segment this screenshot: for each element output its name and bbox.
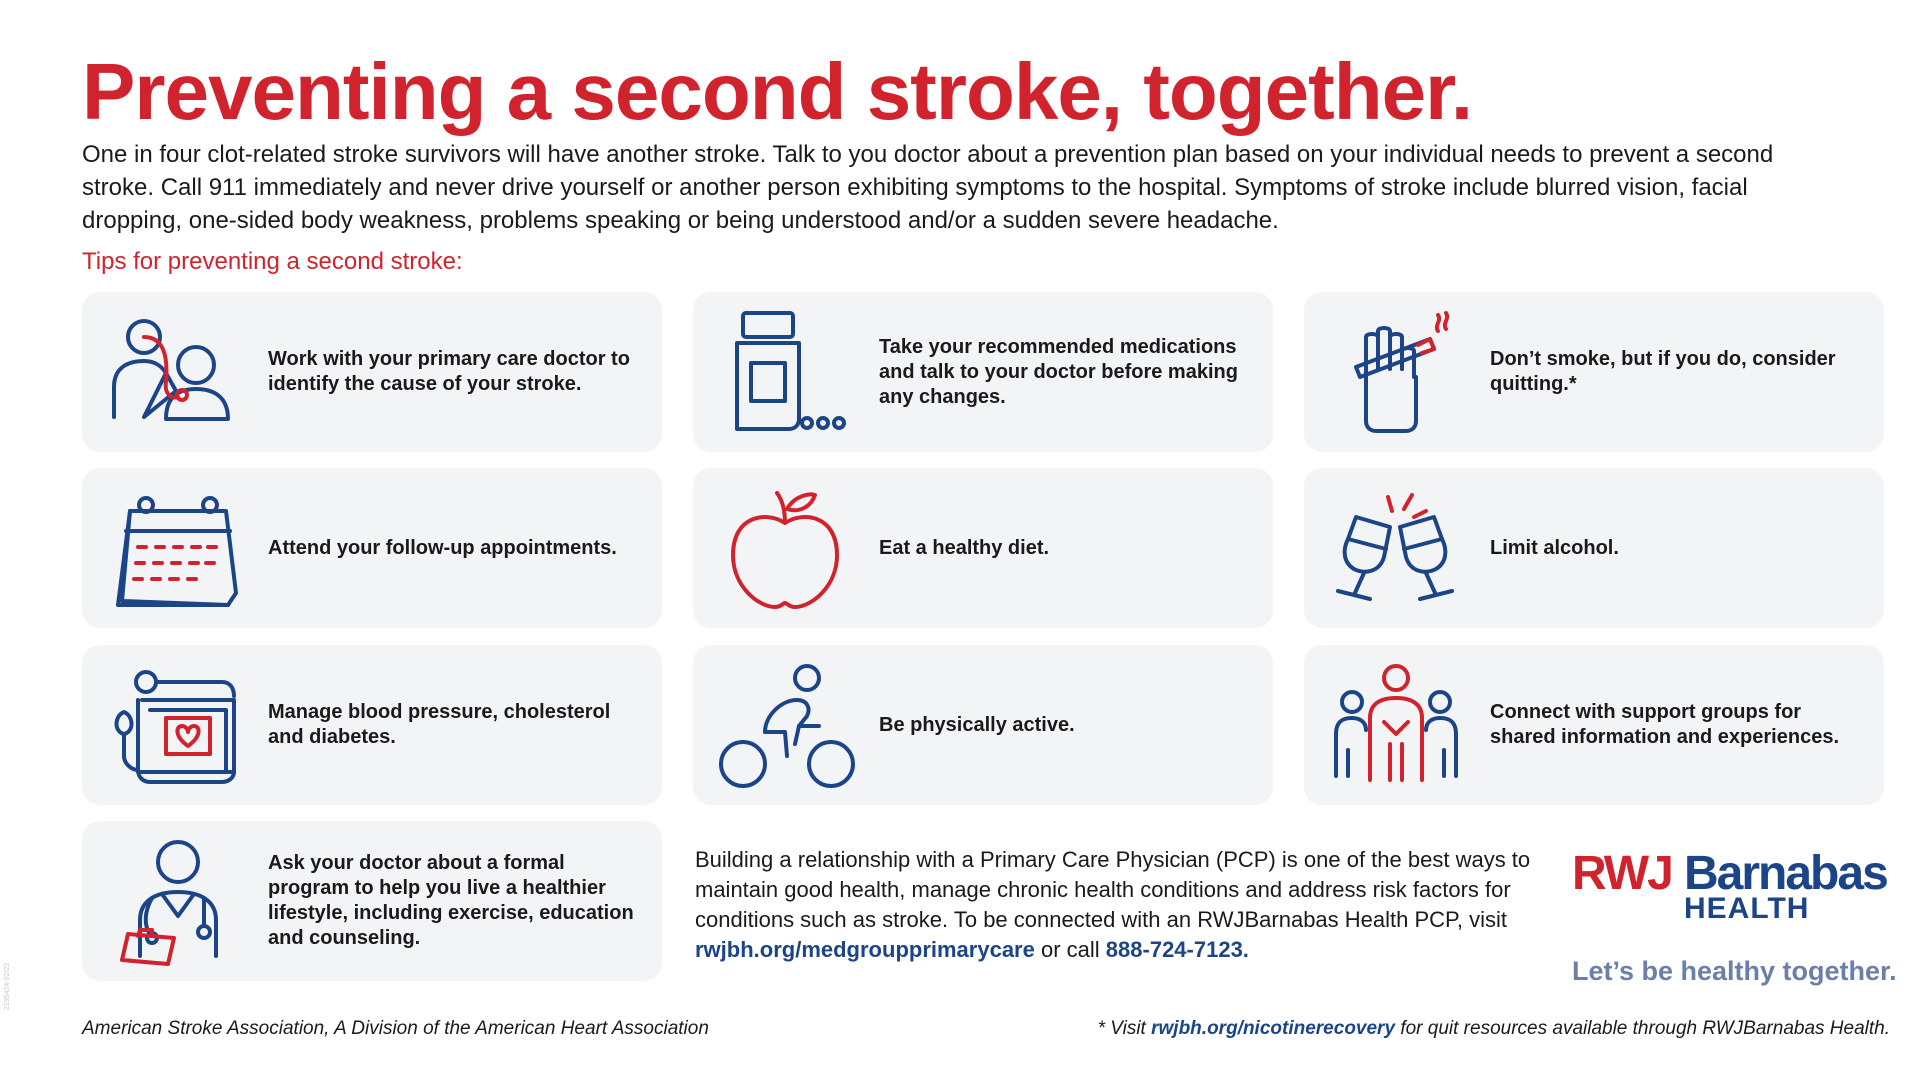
logo-health: HEALTH	[1684, 892, 1810, 925]
apple-icon	[715, 483, 855, 613]
logo-tagline: Let’s be healthy together.	[1572, 956, 1897, 986]
tip-text: Be physically active.	[879, 713, 1075, 736]
blood-pressure-monitor-icon	[104, 660, 244, 790]
intro-paragraph: One in four clot-related stroke survivors will have another stroke. Talk to you doctor about a prevention plan based on your individual needs to prevent a second stroke. Call 911 immediately and never drive yourself or another person exhibiting symptoms to the hospital. Symptoms of stroke include blurred vision, facial dropping, one-sided body weakness, problems speaking or being understood and/or a sudden severe headache.	[82, 141, 1774, 234]
pcp-paragraph	[695, 845, 1555, 965]
tip-card-lifestyle-program	[82, 821, 662, 981]
cyclist-icon	[715, 660, 855, 790]
tip-card-smoking	[1304, 292, 1884, 452]
footnote-link[interactable]: rwjbh.org/nicotinerecovery	[1151, 1018, 1396, 1039]
footnote	[1098, 1018, 1890, 1040]
tip-card-support-groups	[1304, 645, 1884, 805]
pcp-mid-text: or call	[1040, 937, 1100, 962]
tip-card-medications	[693, 292, 1273, 452]
document-code: 2195424-02/22	[4, 962, 11, 1010]
tip-text: Take your recommended medications and talk to your doctor before making any changes.	[879, 335, 1238, 408]
pcp-text: Building a relationship with a Primary Care Physician (PCP) is one of the best ways to maintain good health, manage chronic health conditions and address risk factors for conditions such as stroke. To be connected with an RWJBarnabas Health PCP, visit	[695, 847, 1531, 932]
footnote-suffix: for quit resources available through RWJBarnabas Health.	[1400, 1018, 1890, 1039]
pcp-phone[interactable]: 888-724-7123.	[1105, 937, 1249, 962]
tip-text: Eat a healthy diet.	[879, 536, 1050, 559]
tips-heading: Tips for preventing a second stroke:	[82, 248, 463, 275]
tip-text: Attend your follow-up appointments.	[268, 536, 617, 559]
support-group-icon	[1326, 660, 1466, 790]
tip-card-diet	[693, 468, 1273, 628]
tip-card-appointments	[82, 468, 662, 628]
tip-text: Ask your doctor about a formal program to help you live a healthier lifestyle, including exercise, education and counseling.	[268, 852, 634, 949]
doctor-clipboard-icon	[104, 836, 244, 966]
doctor-patient-icon	[104, 307, 244, 437]
source-citation: American Stroke Association, A Division of the American Heart Association	[82, 1018, 709, 1039]
tip-text: Manage blood pressure, cholesterol and diabetes.	[268, 701, 611, 748]
tip-card-active	[693, 645, 1273, 805]
tip-text: Don’t smoke, but if you do, consider quitting.*	[1490, 348, 1836, 395]
tip-text: Connect with support groups for shared information and experiences.	[1490, 701, 1839, 748]
logo-barnabas: Barnabas	[1684, 847, 1887, 900]
medicine-bottle-icon	[715, 307, 855, 437]
tip-text: Limit alcohol.	[1490, 536, 1619, 559]
tip-card-alcohol	[1304, 468, 1884, 628]
tip-text: Work with your primary care doctor to identify the cause of your stroke.	[268, 348, 630, 395]
calendar-icon	[104, 483, 244, 613]
wine-glasses-icon	[1326, 483, 1466, 613]
tip-card-blood-pressure	[82, 645, 662, 805]
page-title: Preventing a second stroke, together.	[82, 47, 1473, 136]
cigarette-hand-icon	[1326, 307, 1466, 437]
logo-rwj: RWJ	[1572, 847, 1672, 900]
footnote-prefix: * Visit	[1097, 1018, 1146, 1039]
tip-card-primary-care	[82, 292, 662, 452]
pcp-link[interactable]: rwjbh.org/medgroupprimarycare	[695, 937, 1035, 962]
rwjbarnabas-logo	[1572, 847, 1902, 930]
